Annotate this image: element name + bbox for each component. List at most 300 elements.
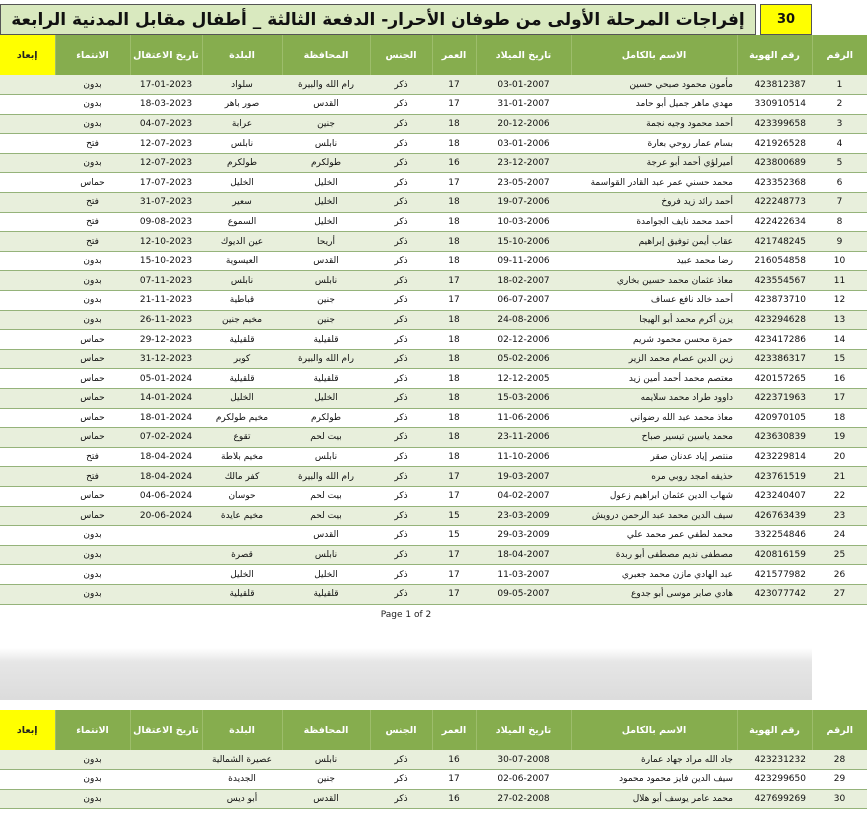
cell-id-number: 423231232: [737, 750, 812, 770]
cell-birth-date: 11-10-2006: [476, 447, 571, 467]
table-row: [0, 251, 867, 271]
cell-governorate: بيت لحم: [282, 486, 370, 506]
cell-age: 18: [432, 408, 476, 428]
cell-deportation: [0, 153, 55, 173]
cell-id-number: 420157265: [737, 369, 812, 389]
cell-birth-date: 23-12-2007: [476, 153, 571, 173]
cell-birth-date: 09-05-2007: [476, 584, 571, 604]
cell-governorate: طولكرم: [282, 153, 370, 173]
header-affiliation: الانتماء: [55, 710, 130, 750]
cell-index: 16: [812, 369, 867, 389]
cell-town: طولكرم: [202, 153, 282, 173]
table-row: [0, 770, 867, 790]
cell-full-name: مهدي ماهر جميل أبو حامد: [571, 95, 737, 115]
cell-governorate: نابلس: [282, 545, 370, 565]
cell-birth-date: 09-11-2006: [476, 251, 571, 271]
cell-affiliation: بدون: [55, 271, 130, 291]
cell-index: 11: [812, 271, 867, 291]
cell-town: أبو ديس: [202, 789, 282, 809]
cell-arrest-date: 26-11-2023: [130, 310, 202, 330]
cell-affiliation: بدون: [55, 526, 130, 546]
cell-arrest-date: 12-07-2023: [130, 134, 202, 154]
cell-birth-date: 12-12-2005: [476, 369, 571, 389]
cell-id-number: 426763439: [737, 506, 812, 526]
cell-gender: ذكر: [370, 173, 432, 193]
cell-age: 18: [432, 389, 476, 409]
cell-town: قصرة: [202, 545, 282, 565]
table-row: [0, 428, 867, 448]
cell-town: مخيم بلاطة: [202, 447, 282, 467]
cell-affiliation: بدون: [55, 310, 130, 330]
cell-age: 17: [432, 467, 476, 487]
cell-age: 18: [432, 349, 476, 369]
table-body: [0, 75, 867, 604]
cell-arrest-date: 15-10-2023: [130, 251, 202, 271]
cell-affiliation: حماس: [55, 369, 130, 389]
header-gender: الجنس: [370, 710, 432, 750]
cell-gender: ذكر: [370, 545, 432, 565]
cell-gender: ذكر: [370, 271, 432, 291]
cell-full-name: مصطفى نديم مصطفى أبو ربدة: [571, 545, 737, 565]
cell-age: 18: [432, 114, 476, 134]
cell-deportation: [0, 369, 55, 389]
cell-age: 18: [432, 193, 476, 213]
cell-arrest-date: [130, 750, 202, 770]
cell-index: 4: [812, 134, 867, 154]
cell-deportation: [0, 565, 55, 585]
cell-id-number: 423417286: [737, 330, 812, 350]
cell-governorate: الخليل: [282, 173, 370, 193]
cell-index: 19: [812, 428, 867, 448]
cell-birth-date: 19-07-2006: [476, 193, 571, 213]
cell-gender: ذكر: [370, 789, 432, 809]
cell-town: تقوع: [202, 428, 282, 448]
cell-governorate: القدس: [282, 526, 370, 546]
cell-index: 22: [812, 486, 867, 506]
cell-town: مخيم عايدة: [202, 506, 282, 526]
cell-gender: ذكر: [370, 526, 432, 546]
cell-id-number: 422248773: [737, 193, 812, 213]
cell-governorate: أريحا: [282, 232, 370, 252]
cell-town: الخليل: [202, 565, 282, 585]
cell-deportation: [0, 212, 55, 232]
header-dob: تاريخ الميلاد: [476, 710, 571, 750]
cell-age: 17: [432, 173, 476, 193]
header-name: الاسم بالكامل: [571, 35, 737, 75]
cell-arrest-date: 05-01-2024: [130, 369, 202, 389]
cell-age: 18: [432, 212, 476, 232]
cell-town: [202, 526, 282, 546]
cell-arrest-date: [130, 770, 202, 790]
cell-id-number: 422422634: [737, 212, 812, 232]
cell-id-number: 216054858: [737, 251, 812, 271]
cell-age: 17: [432, 271, 476, 291]
cell-age: 18: [432, 330, 476, 350]
cell-governorate: الخليل: [282, 565, 370, 585]
cell-birth-date: 04-02-2007: [476, 486, 571, 506]
cell-governorate: رام الله والبيرة: [282, 349, 370, 369]
cell-governorate: رام الله والبيرة: [282, 75, 370, 95]
cell-deportation: [0, 408, 55, 428]
cell-governorate: قلقيلية: [282, 369, 370, 389]
table-row: [0, 193, 867, 213]
cell-age: 15: [432, 506, 476, 526]
cell-index: 6: [812, 173, 867, 193]
cell-town: مخيم جنين: [202, 310, 282, 330]
header-arrest-date: تاريخ الاعتقال: [130, 710, 202, 750]
table-row: [0, 584, 867, 604]
cell-birth-date: 20-12-2006: [476, 114, 571, 134]
cell-town: حوسان: [202, 486, 282, 506]
cell-deportation: [0, 349, 55, 369]
cell-id-number: 330910514: [737, 95, 812, 115]
cell-full-name: سيف الدين فايز محمود محمود: [571, 770, 737, 790]
cell-affiliation: فتح: [55, 447, 130, 467]
cell-index: 25: [812, 545, 867, 565]
cell-id-number: 420816159: [737, 545, 812, 565]
cell-index: 24: [812, 526, 867, 546]
cell-id-number: 332254846: [737, 526, 812, 546]
cell-affiliation: حماس: [55, 173, 130, 193]
header-town: البلدة: [202, 710, 282, 750]
cell-id-number: 421577982: [737, 565, 812, 585]
cell-deportation: [0, 770, 55, 790]
header-gender: الجنس: [370, 35, 432, 75]
cell-full-name: أحمد محمود وجيه نجمة: [571, 114, 737, 134]
cell-town: قلقيلية: [202, 330, 282, 350]
page-number: Page 1 of 2: [380, 610, 432, 620]
cell-town: العيسوية: [202, 251, 282, 271]
header-governorate: المحافظة: [282, 35, 370, 75]
cell-gender: ذكر: [370, 486, 432, 506]
cell-gender: ذكر: [370, 349, 432, 369]
cell-full-name: معاذ عثمان محمد حسين بخاري: [571, 271, 737, 291]
cell-index: 18: [812, 408, 867, 428]
cell-deportation: [0, 447, 55, 467]
cell-arrest-date: 12-10-2023: [130, 232, 202, 252]
cell-index: 2: [812, 95, 867, 115]
cell-id-number: 423873710: [737, 291, 812, 311]
cell-age: 18: [432, 310, 476, 330]
cell-deportation: [0, 789, 55, 809]
cell-governorate: الخليل: [282, 193, 370, 213]
cell-full-name: زين الدين عصام محمد الزير: [571, 349, 737, 369]
cell-full-name: محمد لطفي عمر محمد علي: [571, 526, 737, 546]
cell-affiliation: بدون: [55, 291, 130, 311]
table-row: [0, 95, 867, 115]
table-row: [0, 750, 867, 770]
cell-town: الخليل: [202, 173, 282, 193]
cell-gender: ذكر: [370, 447, 432, 467]
cell-index: 28: [812, 750, 867, 770]
table-row: [0, 212, 867, 232]
cell-affiliation: حماس: [55, 330, 130, 350]
cell-birth-date: 03-01-2007: [476, 75, 571, 95]
table-row: [0, 526, 867, 546]
table-row: [0, 291, 867, 311]
cell-birth-date: 02-06-2007: [476, 770, 571, 790]
cell-gender: ذكر: [370, 251, 432, 271]
cell-governorate: جنين: [282, 114, 370, 134]
table-row: [0, 173, 867, 193]
cell-arrest-date: 04-06-2024: [130, 486, 202, 506]
cell-governorate: القدس: [282, 789, 370, 809]
table-row: [0, 389, 867, 409]
cell-id-number: 423229814: [737, 447, 812, 467]
cell-birth-date: 15-03-2006: [476, 389, 571, 409]
cell-town: نابلس: [202, 271, 282, 291]
cell-arrest-date: [130, 526, 202, 546]
cell-governorate: جنين: [282, 770, 370, 790]
header-index: الرقم: [812, 35, 867, 75]
cell-town: قلقيلية: [202, 584, 282, 604]
cell-town: نابلس: [202, 134, 282, 154]
cell-governorate: الخليل: [282, 389, 370, 409]
header-arrest-date: تاريخ الاعتقال: [130, 35, 202, 75]
cell-age: 17: [432, 545, 476, 565]
table-row: [0, 330, 867, 350]
cell-birth-date: 23-03-2009: [476, 506, 571, 526]
header-index: الرقم: [812, 710, 867, 750]
cell-full-name: أحمد خالد نافع عساف: [571, 291, 737, 311]
cell-deportation: [0, 506, 55, 526]
cell-gender: ذكر: [370, 232, 432, 252]
cell-full-name: جاد الله مراد جهاد عمارة: [571, 750, 737, 770]
header-age: العمر: [432, 35, 476, 75]
cell-arrest-date: 21-11-2023: [130, 291, 202, 311]
cell-town: مخيم طولكرم: [202, 408, 282, 428]
title-bar: [0, 4, 812, 35]
table-row: [0, 369, 867, 389]
cell-arrest-date: 17-01-2023: [130, 75, 202, 95]
cell-birth-date: 18-04-2007: [476, 545, 571, 565]
cell-index: 5: [812, 153, 867, 173]
cell-affiliation: حماس: [55, 408, 130, 428]
cell-id-number: 421748245: [737, 232, 812, 252]
cell-affiliation: فتح: [55, 193, 130, 213]
cell-full-name: رضا محمد عبيد: [571, 251, 737, 271]
cell-full-name: منتصر إياد عدنان صقر: [571, 447, 737, 467]
cell-full-name: مأمون محمود صبحي حسين: [571, 75, 737, 95]
cell-birth-date: 18-02-2007: [476, 271, 571, 291]
cell-index: 27: [812, 584, 867, 604]
cell-id-number: 423812387: [737, 75, 812, 95]
cell-age: 16: [432, 153, 476, 173]
cell-index: 8: [812, 212, 867, 232]
cell-gender: ذكر: [370, 584, 432, 604]
cell-index: 30: [812, 789, 867, 809]
cell-birth-date: 30-07-2008: [476, 750, 571, 770]
cell-birth-date: 02-12-2006: [476, 330, 571, 350]
cell-id-number: 423386317: [737, 349, 812, 369]
cell-full-name: يزن أكرم محمد أبو الهيجا: [571, 310, 737, 330]
cell-gender: ذكر: [370, 750, 432, 770]
cell-age: 17: [432, 95, 476, 115]
cell-affiliation: بدون: [55, 75, 130, 95]
cell-gender: ذكر: [370, 428, 432, 448]
cell-arrest-date: [130, 789, 202, 809]
cell-deportation: [0, 134, 55, 154]
cell-deportation: [0, 193, 55, 213]
cell-full-name: عقاب أيمن توفيق إبراهيم: [571, 232, 737, 252]
table-row: [0, 467, 867, 487]
cell-full-name: محمد ياسين تيسير صباح: [571, 428, 737, 448]
cell-age: 17: [432, 584, 476, 604]
table-body: [0, 750, 867, 809]
cell-governorate: جنين: [282, 310, 370, 330]
cell-affiliation: حماس: [55, 349, 130, 369]
cell-governorate: جنين: [282, 291, 370, 311]
cell-deportation: [0, 584, 55, 604]
cell-gender: ذكر: [370, 310, 432, 330]
cell-gender: ذكر: [370, 330, 432, 350]
table-row: [0, 408, 867, 428]
header-dob: تاريخ الميلاد: [476, 35, 571, 75]
cell-governorate: نابلس: [282, 271, 370, 291]
cell-age: 17: [432, 770, 476, 790]
cell-index: 9: [812, 232, 867, 252]
document-page-2: [0, 700, 853, 821]
table-row: [0, 545, 867, 565]
cell-birth-date: 10-03-2006: [476, 212, 571, 232]
cell-arrest-date: 20-06-2024: [130, 506, 202, 526]
header-age: العمر: [432, 710, 476, 750]
cell-deportation: [0, 545, 55, 565]
cell-deportation: [0, 750, 55, 770]
cell-arrest-date: [130, 565, 202, 585]
cell-index: 15: [812, 349, 867, 369]
cell-age: 18: [432, 428, 476, 448]
header-town: البلدة: [202, 35, 282, 75]
cell-index: 29: [812, 770, 867, 790]
cell-birth-date: 24-08-2006: [476, 310, 571, 330]
cell-gender: ذكر: [370, 506, 432, 526]
cell-birth-date: 29-03-2009: [476, 526, 571, 546]
cell-arrest-date: 18-04-2024: [130, 467, 202, 487]
table-row: [0, 310, 867, 330]
cell-affiliation: فتح: [55, 134, 130, 154]
total-count: 30: [760, 4, 812, 35]
cell-governorate: نابلس: [282, 447, 370, 467]
cell-deportation: [0, 95, 55, 115]
cell-gender: ذكر: [370, 95, 432, 115]
cell-affiliation: بدون: [55, 584, 130, 604]
cell-gender: ذكر: [370, 212, 432, 232]
cell-age: 18: [432, 369, 476, 389]
cell-full-name: عبد الهادي مازن محمد جعبري: [571, 565, 737, 585]
cell-id-number: 423399658: [737, 114, 812, 134]
cell-age: 18: [432, 251, 476, 271]
cell-full-name: محمد عامر يوسف أبو هلال: [571, 789, 737, 809]
cell-birth-date: 05-02-2006: [476, 349, 571, 369]
cell-age: 15: [432, 526, 476, 546]
cell-full-name: داوود طراد محمد سلايمه: [571, 389, 737, 409]
cell-deportation: [0, 291, 55, 311]
table-row: [0, 349, 867, 369]
cell-birth-date: 15-10-2006: [476, 232, 571, 252]
cell-governorate: بيت لحم: [282, 506, 370, 526]
cell-birth-date: 11-03-2007: [476, 565, 571, 585]
cell-town: الخليل: [202, 389, 282, 409]
cell-index: 21: [812, 467, 867, 487]
cell-index: 7: [812, 193, 867, 213]
cell-id-number: 423299650: [737, 770, 812, 790]
table-row: [0, 506, 867, 526]
cell-town: سعير: [202, 193, 282, 213]
cell-affiliation: فتح: [55, 212, 130, 232]
cell-affiliation: بدون: [55, 789, 130, 809]
cell-town: قلقيلية: [202, 369, 282, 389]
cell-governorate: بيت لحم: [282, 428, 370, 448]
cell-birth-date: 03-01-2006: [476, 134, 571, 154]
cell-birth-date: 27-02-2008: [476, 789, 571, 809]
cell-full-name: محمد حسني عمر عبد القادر القواسمة: [571, 173, 737, 193]
cell-affiliation: بدون: [55, 545, 130, 565]
header-deportation: إبعاد: [0, 35, 55, 75]
cell-town: سلواد: [202, 75, 282, 95]
cell-arrest-date: [130, 584, 202, 604]
cell-id-number: 423294628: [737, 310, 812, 330]
cell-affiliation: حماس: [55, 428, 130, 448]
header-id: رقم الهوية: [737, 710, 812, 750]
cell-id-number: 423761519: [737, 467, 812, 487]
cell-deportation: [0, 75, 55, 95]
cell-deportation: [0, 330, 55, 350]
cell-arrest-date: [130, 545, 202, 565]
cell-gender: ذكر: [370, 408, 432, 428]
cell-arrest-date: 17-07-2023: [130, 173, 202, 193]
document-title: إفراجات المرحلة الأولى من طوفان الأحرار- الدفعة الثالثة _ أطفال مقابل المدنية الرابعة: [0, 4, 756, 35]
cell-town: عين الديوك: [202, 232, 282, 252]
cell-town: قباطية: [202, 291, 282, 311]
cell-arrest-date: 12-07-2023: [130, 153, 202, 173]
cell-arrest-date: 31-12-2023: [130, 349, 202, 369]
table-row: [0, 565, 867, 585]
cell-affiliation: بدون: [55, 114, 130, 134]
table-row: [0, 232, 867, 252]
cell-deportation: [0, 271, 55, 291]
cell-full-name: أميرلؤي أحمد أبو عرجة: [571, 153, 737, 173]
cell-arrest-date: 31-07-2023: [130, 193, 202, 213]
cell-arrest-date: 18-01-2024: [130, 408, 202, 428]
header-affiliation: الانتماء: [55, 35, 130, 75]
cell-town: صور باهر: [202, 95, 282, 115]
cell-full-name: حذيفه امجد روبي مره: [571, 467, 737, 487]
cell-birth-date: 11-06-2006: [476, 408, 571, 428]
cell-town: عصيرة الشمالية: [202, 750, 282, 770]
cell-town: كفر مالك: [202, 467, 282, 487]
cell-town: عرابة: [202, 114, 282, 134]
cell-gender: ذكر: [370, 193, 432, 213]
cell-arrest-date: 07-02-2024: [130, 428, 202, 448]
cell-affiliation: بدون: [55, 770, 130, 790]
cell-age: 18: [432, 232, 476, 252]
cell-full-name: هادي صابر موسى أبو جدوع: [571, 584, 737, 604]
cell-full-name: بسام عمار روحي بعارة: [571, 134, 737, 154]
cell-age: 17: [432, 486, 476, 506]
cell-index: 3: [812, 114, 867, 134]
cell-governorate: قلقيلية: [282, 330, 370, 350]
cell-affiliation: فتح: [55, 232, 130, 252]
table-row: [0, 486, 867, 506]
cell-index: 14: [812, 330, 867, 350]
cell-governorate: قلقيلية: [282, 584, 370, 604]
cell-id-number: 421926528: [737, 134, 812, 154]
cell-id-number: 423630839: [737, 428, 812, 448]
cell-age: 17: [432, 565, 476, 585]
cell-governorate: الخليل: [282, 212, 370, 232]
cell-age: 17: [432, 291, 476, 311]
